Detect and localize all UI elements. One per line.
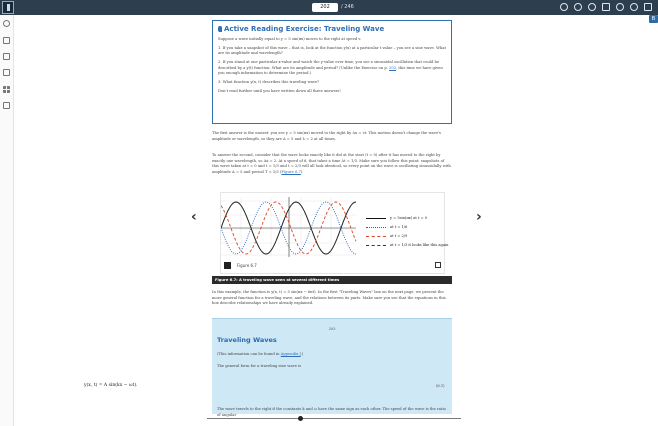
left-sidebar bbox=[0, 15, 14, 426]
figure-legend bbox=[366, 215, 449, 251]
pin-icon bbox=[218, 26, 222, 32]
legend-label: at t = 2/9 bbox=[390, 234, 408, 238]
page-number-input[interactable]: 202 bbox=[312, 3, 338, 12]
figure-caption: Figure 6.7: A traveling wave seen at several different times bbox=[212, 276, 452, 284]
exercise-q3: 3. What function y(x, t) describes this traveling wave? bbox=[218, 79, 320, 84]
bookmark-icon[interactable] bbox=[602, 3, 610, 11]
exercise-box bbox=[212, 20, 452, 124]
paragraph-1: The first answer is the easiest: you see y = 5 sin(πx) moved to the right by Δx = vt. This motion doesn't change the wave's amplitude or wavelength, so they are A = 5 and λ = 2 at all times. bbox=[212, 131, 441, 141]
legend-swatch bbox=[366, 245, 386, 246]
legend-entry bbox=[366, 224, 446, 233]
legend-entry bbox=[366, 242, 449, 251]
exercise-q1: 1. If you take a snapshot of this wave – that is, look at the function y(x) at a particular t value – you see a sine wave. What are its amplitude and wavelength? bbox=[218, 45, 446, 56]
previous-page-arrow[interactable]: ‹ bbox=[191, 209, 197, 225]
app-logo[interactable] bbox=[2, 1, 14, 14]
appendix-link[interactable]: Appendix J bbox=[280, 352, 301, 356]
traveling-waves-box bbox=[212, 318, 452, 417]
infobox-title: Traveling Waves bbox=[217, 336, 277, 344]
legend-swatch bbox=[366, 236, 386, 237]
touch-icon[interactable] bbox=[3, 102, 10, 109]
exercise-intro: Suppose a wave initially equal to y = 5 sin(πx) moves to the right at speed v. bbox=[218, 37, 362, 41]
paragraph-3: In this example, the function is y(x, t) = 5 sin(πx − 6πt). In the first "Traveling Waves" box on the next page, we present the more general function for a traveling wave, and the relations between its parts. Make sure you see that the equations in this box describe relationships we have already explained. bbox=[212, 290, 446, 306]
user-switch-icon[interactable] bbox=[560, 3, 568, 11]
equation-number: (6.1) bbox=[436, 384, 445, 388]
legend-label: at t = 1/3 it looks like this again bbox=[390, 243, 449, 247]
notes-icon[interactable] bbox=[3, 53, 10, 60]
next-page-arrow[interactable]: › bbox=[476, 209, 482, 225]
exercise-q2: 2. If you stand at one particular x-value and watch the y-value over time, you see a sinusoidal oscillation that could be described by a y(t) function. What are its amplitude and period? (Unlike the Exercise on p. 202, this time we have given you enough information to determine the period.) bbox=[218, 60, 443, 76]
exercise-q4: Don't read further until you have written down all three answers! bbox=[218, 88, 341, 93]
legend-entry bbox=[366, 215, 446, 224]
reading-progress-bar[interactable] bbox=[207, 418, 461, 419]
account-icon[interactable] bbox=[616, 3, 624, 11]
wave-figure bbox=[220, 192, 449, 274]
top-toolbar bbox=[0, 0, 658, 15]
infobox-ref: (This information can be found in Appendix J.) bbox=[217, 352, 304, 356]
infobox-line: The general form for a traveling sine wave is bbox=[217, 364, 302, 368]
globe-icon[interactable] bbox=[588, 3, 596, 11]
fullscreen-icon[interactable] bbox=[644, 3, 652, 11]
legend-label: at t = 1/6 bbox=[390, 225, 408, 229]
equation: y(x, t) = A sin(kx − ωt). bbox=[84, 383, 138, 388]
paragraph-2: To answer the second, consider that the wave looks exactly like it did at the start (t = 0) after it has moved to the right by exactly one wavelength, so Δx = 2. At a speed of 6, that takes a time Δt = 1/3. Make sure you follow this point: snapshots of this wave taken at t = 0 and t = 1/3 and t = 2/3 will all look identical, so every point on the wave is oscillating sinusoidally with amplitude A = 5 and period T = 1/3 (Figure 6.7). bbox=[212, 153, 451, 174]
exercise-title: Active Reading Exercise: Traveling Wave bbox=[218, 25, 446, 33]
expand-icon[interactable] bbox=[435, 262, 441, 268]
legend-entry bbox=[366, 233, 446, 242]
image-icon bbox=[224, 262, 231, 269]
toc-icon[interactable] bbox=[3, 37, 10, 44]
legend-label: y = 5sin(πx) at t = 0 bbox=[390, 216, 428, 220]
progress-knob[interactable] bbox=[298, 416, 303, 421]
grid-icon[interactable] bbox=[3, 86, 10, 93]
infobox-bottom: The wave travels to the right if the constants k and ω have the same sign as each other. The speed of the wave is the ratio of angular bbox=[217, 407, 446, 417]
side-badge[interactable]: B bbox=[649, 15, 658, 23]
page-link[interactable]: 202 bbox=[389, 65, 397, 70]
settings-icon[interactable] bbox=[574, 3, 582, 11]
help-icon[interactable] bbox=[630, 3, 638, 11]
figure-name: Figure 6.7 bbox=[237, 263, 257, 268]
search-icon[interactable] bbox=[3, 20, 10, 27]
page-number-label: 203 bbox=[328, 327, 336, 331]
figure-link[interactable]: Figure 6.7 bbox=[281, 169, 301, 174]
legend-swatch bbox=[366, 218, 386, 219]
page-count: / 246 bbox=[341, 4, 354, 10]
bookmark-icon[interactable] bbox=[3, 69, 10, 76]
figure-footer bbox=[224, 260, 441, 271]
legend-swatch bbox=[366, 227, 386, 228]
